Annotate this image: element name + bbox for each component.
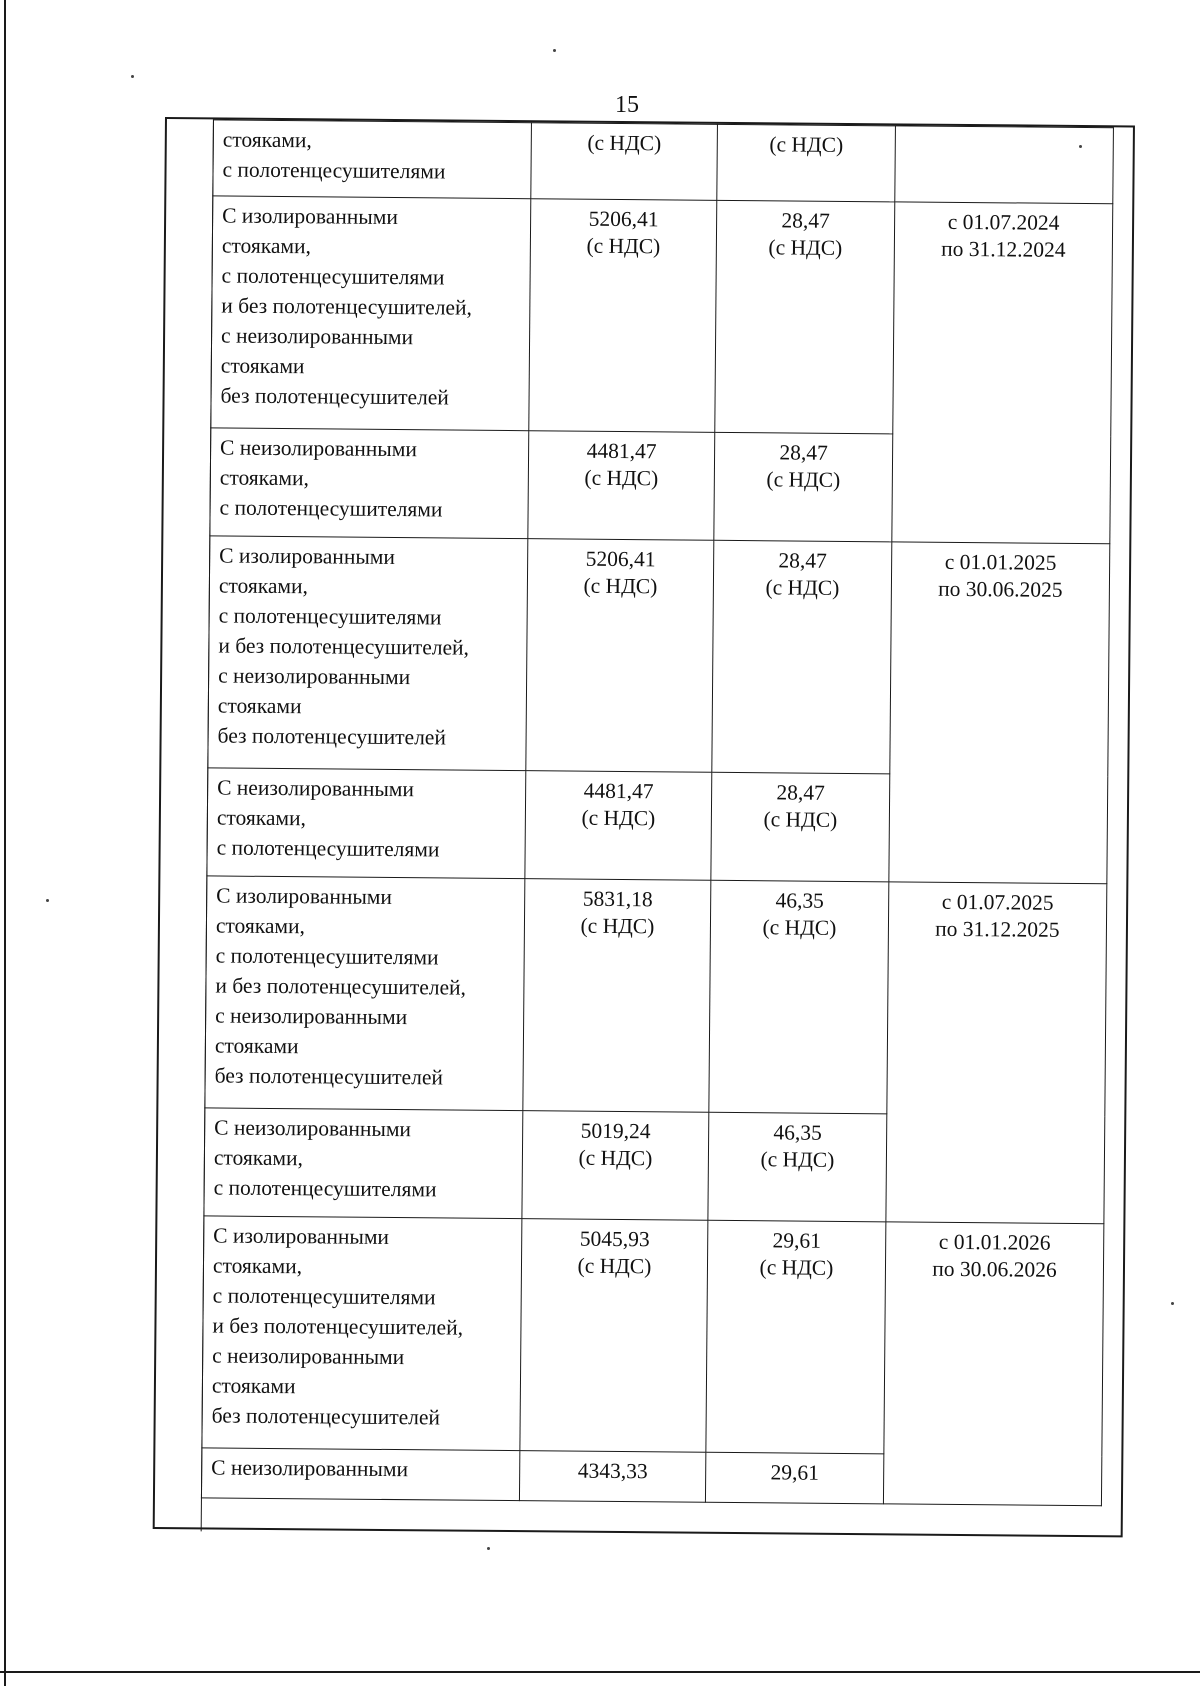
cell-energy	[714, 432, 893, 542]
tariff-table-body	[201, 120, 1113, 1506]
description-line: С неизолированными	[214, 1115, 412, 1142]
period-date: по 31.12.2025	[935, 916, 1060, 942]
description-line: с полотенцесушителями	[221, 263, 445, 290]
description-line: стояками	[220, 353, 305, 379]
energy-value: 28,47	[776, 780, 825, 805]
table-row	[211, 196, 1113, 436]
price-value: (с НДС)	[581, 805, 656, 831]
description-line: с полотенцесушителями	[222, 157, 446, 184]
scan-speck	[1079, 145, 1082, 148]
description-line: с полотенцесушителями	[219, 495, 443, 522]
description-line: с неизолированными	[218, 663, 411, 690]
period-date: с 01.07.2024	[947, 209, 1060, 235]
price-value: (с НДС)	[580, 913, 655, 939]
cell-energy	[711, 772, 890, 882]
description-line: с полотенцесушителями	[216, 835, 440, 862]
energy-value: 28,47	[779, 440, 828, 465]
description-line: и без полотенцесушителей,	[215, 973, 467, 1000]
description-line: и без полотенцесушителей,	[212, 1313, 464, 1340]
description-line: и без полотенцесушителей,	[221, 293, 473, 320]
price-value: (с НДС)	[584, 465, 659, 491]
cell-description	[202, 1216, 522, 1451]
cell-price	[520, 1219, 708, 1453]
energy-value: (с НДС)	[766, 467, 841, 492]
energy-value: (с НДС)	[765, 575, 840, 600]
description-line: стояками,	[222, 127, 312, 153]
energy-value: (с НДС)	[768, 235, 843, 260]
cell-description	[205, 876, 525, 1111]
description-line: С неизолированными	[217, 775, 415, 802]
cell-energy	[706, 1220, 886, 1454]
period-date: с 01.01.2026	[938, 1229, 1051, 1255]
description-line: с неизолированными	[212, 1343, 405, 1370]
energy-value: (с НДС)	[759, 1255, 834, 1280]
cell-period	[892, 202, 1113, 544]
cell-energy	[715, 200, 895, 434]
description-line: с полотенцесушителями	[212, 1283, 436, 1310]
cell-description	[207, 768, 526, 879]
price-value: (с НДС)	[583, 573, 658, 599]
description-line: С изолированными	[216, 883, 393, 910]
description-line: с неизолированными	[215, 1003, 408, 1030]
scan-speck	[487, 1547, 490, 1550]
description-line: С изолированными	[213, 1223, 390, 1249]
energy-value: 46,35	[773, 1120, 822, 1145]
description-line: стояками,	[216, 805, 307, 831]
description-line: С изолированными	[219, 543, 396, 570]
scan-edge-bottom	[0, 1671, 1200, 1673]
scan-speck	[553, 49, 556, 52]
cell-description	[210, 428, 529, 539]
description-line: стояками	[211, 1373, 296, 1399]
description-line: без полотенцесушителей	[214, 1063, 444, 1090]
cell-energy	[708, 1112, 887, 1222]
price-value: 4481,47	[583, 778, 654, 804]
cell-price	[526, 539, 714, 773]
description-line: без полотенцесушителей	[211, 1403, 441, 1430]
energy-value: (с НДС)	[760, 1147, 835, 1172]
description-line: стояками,	[212, 1253, 303, 1279]
description-line: стояками,	[221, 233, 312, 259]
cell-price	[519, 1451, 705, 1503]
period-date: по 31.12.2024	[941, 236, 1066, 262]
description-line: стояками,	[213, 1145, 304, 1171]
price-value: 5206,41	[585, 546, 656, 572]
energy-value: 29,61	[770, 1460, 819, 1485]
energy-value: 28,47	[778, 548, 827, 573]
table-row	[202, 1216, 1104, 1456]
energy-value: 29,61	[772, 1228, 822, 1253]
price-value: (с НДС)	[586, 233, 661, 259]
cell-price	[529, 199, 717, 433]
cell-description	[201, 1448, 519, 1501]
cell-period	[889, 542, 1110, 884]
table-row	[205, 876, 1107, 1116]
table-frame	[153, 117, 1135, 1537]
table-row	[208, 536, 1110, 776]
cell-description	[208, 536, 528, 771]
cell-description	[204, 1108, 523, 1219]
period-date: по 30.06.2025	[938, 576, 1063, 602]
scan-speck	[131, 75, 134, 78]
tariff-table	[201, 119, 1114, 1506]
cell-price	[523, 879, 711, 1113]
description-line: с неизолированными	[220, 323, 414, 350]
cell-energy	[712, 540, 892, 774]
period-date: по 30.06.2026	[932, 1256, 1057, 1282]
cell-price	[531, 123, 718, 201]
description-line: стояками	[217, 693, 302, 719]
cell-period-empty	[895, 126, 1114, 204]
energy-value: 46,35	[775, 888, 824, 913]
description-line: и без полотенцесушителей,	[218, 633, 470, 660]
description-line: стояками	[214, 1033, 299, 1059]
price-value: 4343,33	[577, 1458, 648, 1484]
energy-value: (с НДС)	[762, 915, 837, 940]
cell-description	[211, 196, 531, 431]
cell-period	[886, 882, 1107, 1224]
price-value: 5045,93	[579, 1226, 650, 1252]
scan-edge-left	[4, 0, 6, 1686]
table-row-continuation	[213, 120, 1114, 204]
price-value: (с НДС)	[578, 1145, 653, 1171]
cell-price	[525, 771, 712, 881]
description-line: С изолированными	[222, 203, 399, 230]
description-line: без полотенцесушителей	[217, 723, 447, 750]
scan-speck	[1171, 1302, 1174, 1305]
cell-energy	[705, 1452, 883, 1504]
description-line: без полотенцесушителей	[220, 383, 449, 410]
description-line: С неизолированными	[220, 435, 418, 462]
energy-vat-note: (с НДС)	[769, 132, 844, 157]
energy-value: (с НДС)	[763, 807, 838, 832]
description-line: стояками,	[218, 573, 309, 599]
price-value: 5019,24	[580, 1118, 651, 1144]
period-date: с 01.01.2025	[944, 549, 1057, 575]
description-line: с полотенцесушителями	[218, 603, 442, 630]
page-number: 15	[615, 92, 639, 118]
cell-energy	[709, 880, 889, 1114]
cell-price	[528, 431, 715, 541]
price-value: 4481,47	[586, 438, 657, 464]
description-line: стояками,	[215, 913, 306, 939]
period-date: с 01.07.2025	[941, 889, 1054, 915]
description-line: с полотенцесушителями	[213, 1175, 437, 1202]
description-line: стояками,	[219, 465, 310, 491]
cell-period	[883, 1222, 1103, 1506]
price-value: 5831,18	[582, 886, 653, 912]
price-value: 5206,41	[588, 206, 659, 232]
price-value: (с НДС)	[577, 1253, 652, 1279]
energy-value: 28,47	[781, 208, 830, 233]
cell-description	[213, 120, 532, 199]
cell-energy	[717, 124, 896, 202]
scan-speck	[46, 899, 49, 902]
price-vat-note: (с НДС)	[587, 130, 662, 156]
description-line: С неизолированными	[211, 1455, 409, 1482]
cell-price	[522, 1111, 709, 1221]
description-line: с полотенцесушителями	[215, 943, 439, 970]
